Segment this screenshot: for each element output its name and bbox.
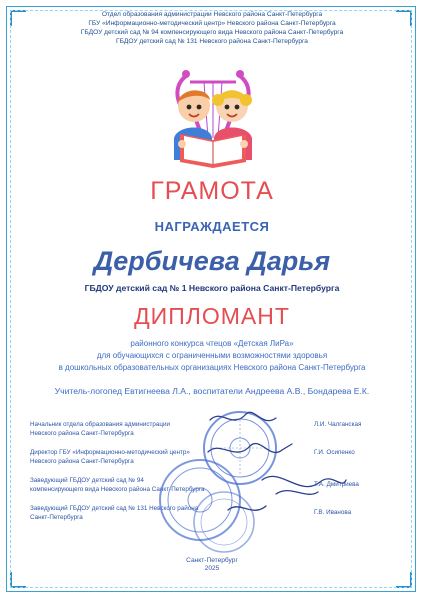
signatory-title [30, 421, 220, 438]
signatory-title-line: Невского района Санкт-Петербурга [30, 457, 134, 465]
lyre-children-emblem-icon [160, 60, 266, 170]
organizer-line: Отдел образования администрации Невского района Санкт-Петербурга [101, 11, 323, 18]
organizer-line: ГБДОУ детский сад № 94 компенсирующего вида Невского района Санкт-Петербурга [80, 29, 344, 36]
awarded-label: НАГРАЖДАЕТСЯ [154, 219, 270, 234]
contest-line: в дошкольных образовательных организациях Невского района Санкт-Петербурга [58, 363, 366, 372]
signatory-title-line: Невского района Санкт-Петербурга [30, 429, 134, 437]
signatory-name: Г.В. Иванова [314, 509, 352, 516]
signatory-title-line: Заведующий ГБДОУ детский сад № 94 [30, 477, 144, 484]
signatory-title [30, 477, 220, 494]
recipient-school: ГБДОУ детский сад № 1 Невского района Санкт-Петербурга [84, 283, 340, 293]
signatory-name: Г.И. Осипенко [314, 449, 355, 456]
contest-line: для обучающихся с ограниченными возможностями здоровья [96, 351, 328, 360]
organizer-line: ГБДОУ детский сад № 131 Невского района Санкт-Петербурга [116, 38, 308, 45]
recipient-name: Дербичева Дарья [93, 246, 331, 276]
signatory-name: Л.И. Чалганская [314, 421, 362, 428]
contest-line: районного конкурса чтецов «Детская ЛиРа» [130, 339, 294, 348]
signatory-title-line: Начальник отдела образования администрации [30, 421, 171, 428]
signatory-name: Т.А. Дмитриева [314, 481, 359, 488]
signatory-title [30, 505, 220, 522]
footer [0, 557, 424, 573]
teachers-line: Учитель-логопед Евтигнеева Л.А., воспитатели Андреева А.В., Бондарева Е.К. [54, 386, 370, 396]
signatory-title-line: Санкт-Петербурга [30, 513, 83, 521]
signatory-title-line: Директор ГБУ «Информационно-методический центр» [30, 449, 190, 456]
signatory-title [30, 449, 220, 466]
certificate-title: ГРАМОТА [150, 177, 274, 205]
organizer-line: ГБУ «Информационно-методический центр» Невского района Санкт-Петербурга [88, 20, 336, 27]
signatory-title-line: компенсирующего вида Невского района Санкт-Петербурга [30, 485, 205, 493]
footer-year: 2025 [204, 565, 220, 572]
footer-city: Санкт-Петербург [186, 557, 238, 564]
award-level: ДИПЛОМАНТ [134, 303, 290, 329]
signatory-title-line: Заведующий ГБДОУ детский сад № 131 Невского района [30, 505, 199, 512]
